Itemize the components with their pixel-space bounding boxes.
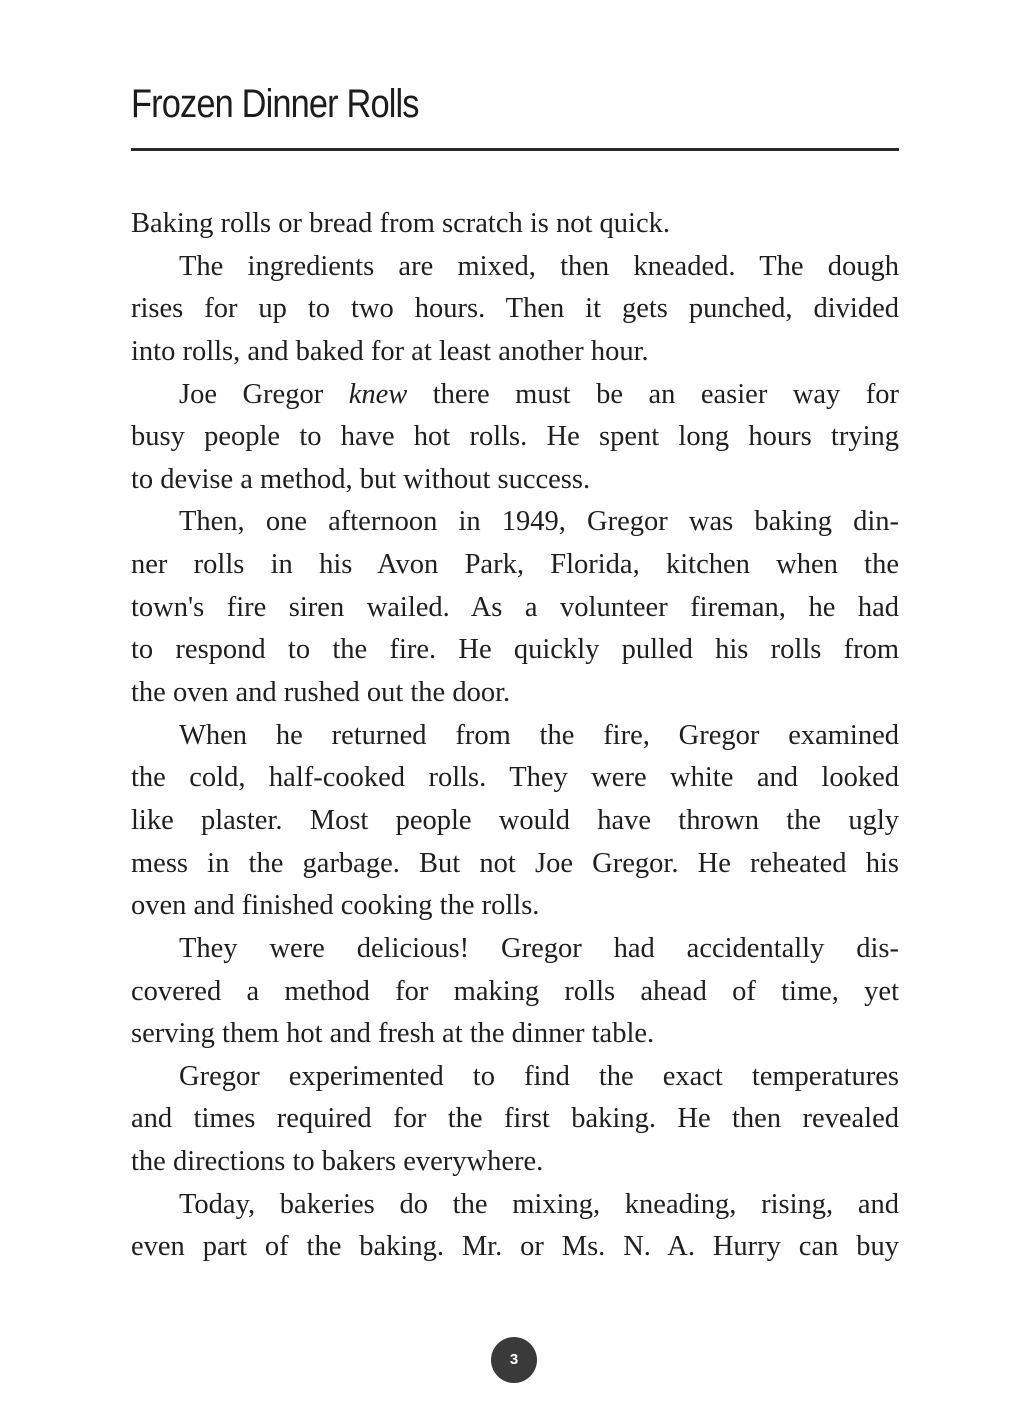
- text-line: covered a method for making rolls ahead of time, yet: [131, 975, 899, 1007]
- emphasized-word: knew: [348, 378, 408, 410]
- text-line: Baking rolls or bread from scratch is not quick.: [131, 208, 670, 239]
- paragraph: [131, 1056, 899, 1184]
- text-line: rises for up to two hours. Then it gets punched, divided: [131, 293, 899, 325]
- text-line: town's fire siren wailed. As a volunteer fireman, he had: [131, 591, 899, 623]
- text-line: [131, 374, 899, 417]
- text-line: into rolls, and baked for at least another hour.: [131, 335, 649, 367]
- text-line: The ingredients are mixed, then kneaded. The dough: [179, 250, 899, 282]
- text-line: They were delicious! Gregor had accidentally dis-: [179, 932, 899, 964]
- title-rule: [131, 148, 899, 151]
- text-line: and times required for the first baking. He then revealed: [131, 1103, 899, 1135]
- text-line: the oven and rushed out the door.: [131, 677, 511, 709]
- paragraph: [131, 928, 899, 1056]
- text-line: Today, bakeries do the mixing, kneading, rising, and: [179, 1188, 899, 1220]
- text-line: the directions to bakers everywhere.: [131, 1146, 544, 1178]
- text-line: like plaster. Most people would have thrown the ugly: [131, 804, 899, 836]
- text-line: to devise a method, but without success.: [131, 463, 591, 495]
- text-line: busy people to have hot rolls. He spent long hours trying: [131, 421, 899, 453]
- text-line: oven and finished cooking the rolls.: [131, 890, 540, 922]
- text-line: Gregor experimented to find the exact temperatures: [179, 1060, 899, 1092]
- text-line: Then, one afternoon in 1949, Gregor was baking din-: [179, 506, 899, 538]
- paragraph: [131, 1184, 899, 1269]
- page-number-badge: 3: [491, 1337, 537, 1383]
- paragraph: [131, 715, 899, 928]
- text-line: even part of the baking. Mr. or Ms. N. A. Hurry can buy: [131, 1231, 899, 1263]
- page-title: Frozen Dinner Rolls: [131, 82, 419, 126]
- paragraph: [131, 246, 899, 374]
- paragraph: [131, 501, 899, 714]
- body-text: [131, 203, 899, 1269]
- text-segment: Joe Gregor: [179, 378, 349, 410]
- paragraph: [131, 374, 899, 502]
- text-line: ner rolls in his Avon Park, Florida, kitchen when the: [131, 549, 899, 581]
- text-line: to respond to the fire. He quickly pulled his rolls from: [131, 634, 899, 666]
- text-line: When he returned from the fire, Gregor examined: [179, 719, 899, 751]
- paragraph: [131, 203, 899, 246]
- text-segment: there must be an easier way for: [407, 378, 899, 410]
- text-line: serving them hot and fresh at the dinner table.: [131, 1018, 655, 1050]
- text-line: mess in the garbage. But not Joe Gregor. He reheated his: [131, 847, 899, 879]
- text-line: the cold, half-cooked rolls. They were white and looked: [131, 762, 899, 794]
